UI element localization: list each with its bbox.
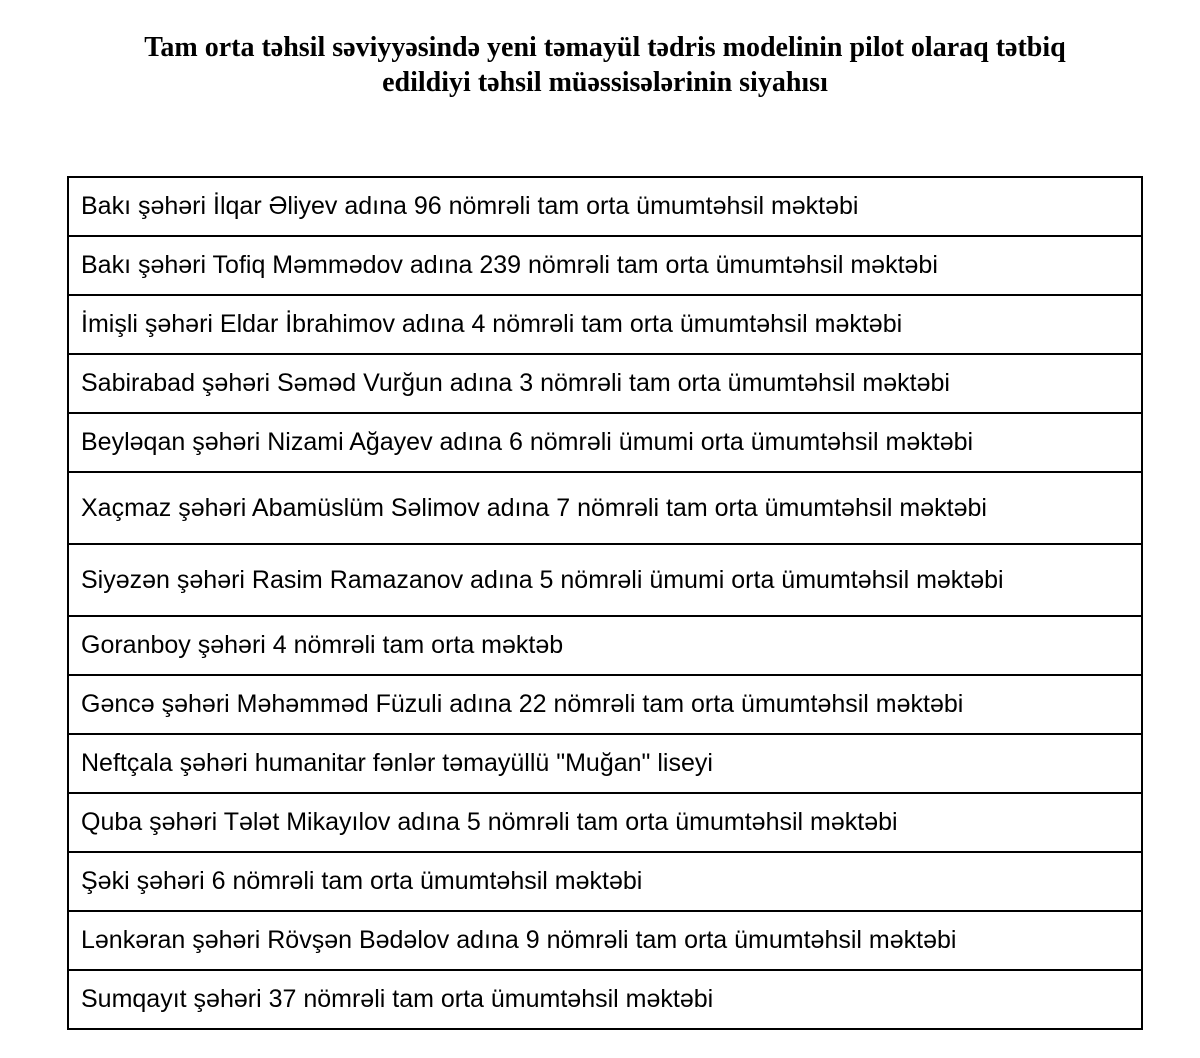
school-cell: Quba şəhəri Tələt Mikayılov adına 5 nömrəli tam orta ümumtəhsil məktəbi (68, 793, 1142, 852)
school-list-table (67, 176, 1143, 1030)
table-row (68, 472, 1142, 544)
school-cell: Bakı şəhəri Tofiq Məmmədov adına 239 nömrəli tam orta ümumtəhsil məktəbi (68, 236, 1142, 295)
table-row (68, 793, 1142, 852)
table-row (68, 236, 1142, 295)
title-line-1: Tam orta təhsil səviyyəsində yeni təmayül tədris modelinin pilot olaraq tətbiq (144, 32, 1066, 63)
document-title (0, 30, 1200, 100)
table-row (68, 734, 1142, 793)
table-row (68, 911, 1142, 970)
table-row (68, 616, 1142, 675)
school-cell: Neftçala şəhəri humanitar fənlər təmayüllü "Muğan" liseyi (68, 734, 1142, 793)
school-cell: İmişli şəhəri Eldar İbrahimov adına 4 nömrəli tam orta ümumtəhsil məktəbi (68, 295, 1142, 354)
table-row (68, 354, 1142, 413)
table-row (68, 675, 1142, 734)
school-cell: Xaçmaz şəhəri Abamüslüm Səlimov adına 7 nömrəli tam orta ümumtəhsil məktəbi (68, 472, 1142, 544)
school-cell: Goranboy şəhəri 4 nömrəli tam orta məktəb (68, 616, 1142, 675)
school-cell: Gəncə şəhəri Məhəmməd Füzuli adına 22 nömrəli tam orta ümumtəhsil məktəbi (68, 675, 1142, 734)
table-row (68, 852, 1142, 911)
school-cell: Şəki şəhəri 6 nömrəli tam orta ümumtəhsil məktəbi (68, 852, 1142, 911)
school-cell: Sabirabad şəhəri Səməd Vurğun adına 3 nömrəli tam orta ümumtəhsil məktəbi (68, 354, 1142, 413)
table-row (68, 413, 1142, 472)
school-cell: Sumqayıt şəhəri 37 nömrəli tam orta ümumtəhsil məktəbi (68, 970, 1142, 1029)
table-row (68, 970, 1142, 1029)
table-row (68, 295, 1142, 354)
school-cell: Siyəzən şəhəri Rasim Ramazanov adına 5 nömrəli ümumi orta ümumtəhsil məktəbi (68, 544, 1142, 616)
title-line-2: edildiyi təhsil müəssisələrinin siyahısı (382, 67, 828, 98)
school-cell: Bakı şəhəri İlqar Əliyev adına 96 nömrəli tam orta ümumtəhsil məktəbi (68, 177, 1142, 236)
school-cell: Lənkəran şəhəri Rövşən Bədəlov adına 9 nömrəli tam orta ümumtəhsil məktəbi (68, 911, 1142, 970)
table-row (68, 177, 1142, 236)
table-row (68, 544, 1142, 616)
school-cell: Beyləqan şəhəri Nizami Ağayev adına 6 nömrəli ümumi orta ümumtəhsil məktəbi (68, 413, 1142, 472)
